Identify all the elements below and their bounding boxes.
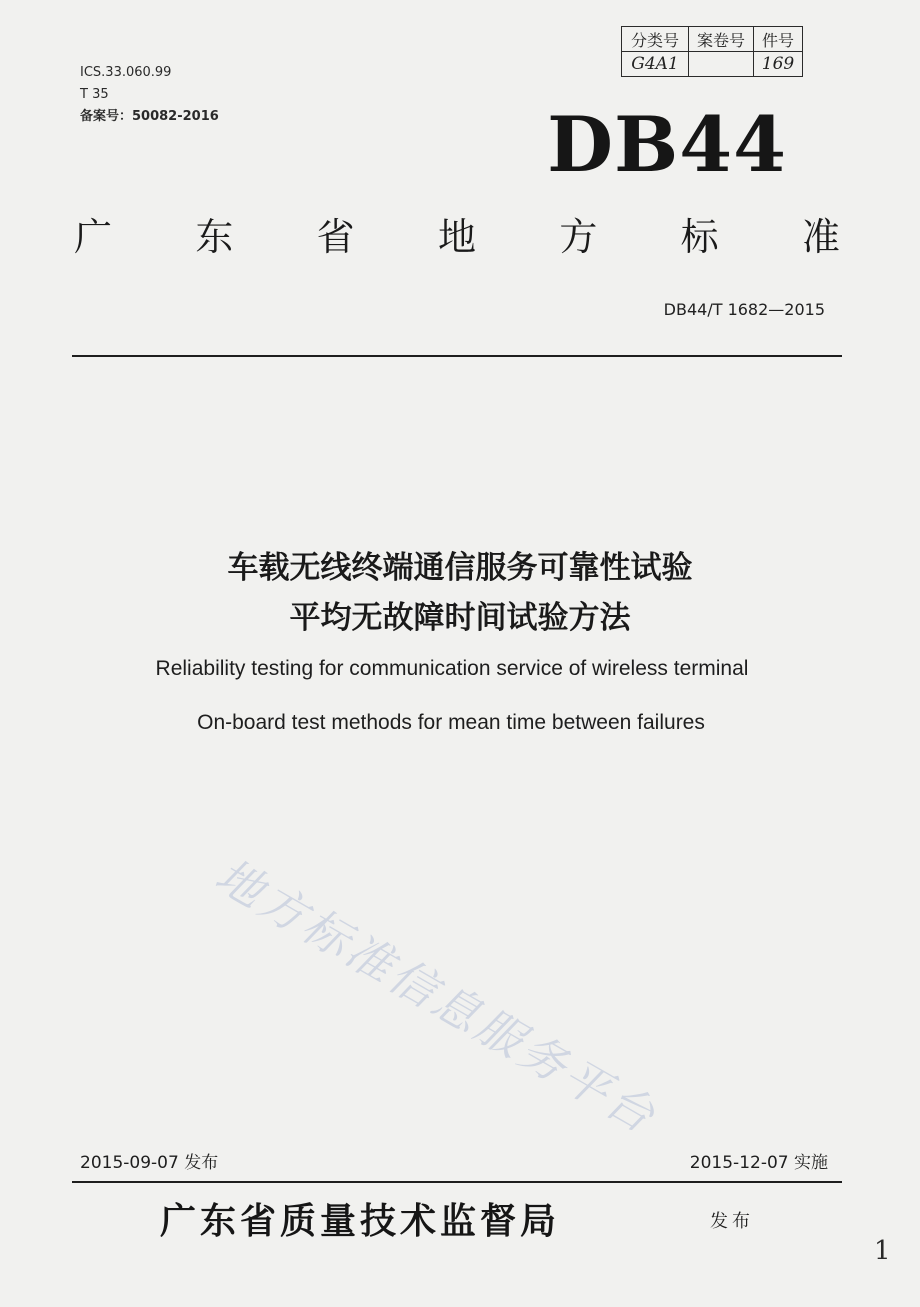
title-cn-line1: 车载无线终端通信服务可靠性试验: [227, 550, 693, 586]
stamp-value-item: 169: [754, 52, 803, 77]
stamp-header-file: 案卷号: [689, 27, 754, 52]
standard-type-char: 准: [801, 215, 840, 259]
standard-type-char: 地: [437, 215, 476, 259]
standard-type-char: 广: [74, 215, 113, 259]
title-en-line1: Reliability testing for communication service of wireless terminal: [155, 657, 749, 680]
standard-type-char: 方: [559, 215, 598, 259]
standard-type-char: 省: [316, 215, 355, 259]
title-en-line2: On-board test methods for mean time between failures: [197, 711, 705, 734]
issue-date: 2015-09-07 发布: [80, 1153, 219, 1173]
stamp-value-row: [622, 52, 803, 77]
implementation-date: 2015-12-07 实施: [689, 1153, 828, 1173]
publisher-name: 广东省质量技术监督局: [160, 1200, 561, 1242]
stamp-value-file: [689, 52, 754, 77]
archive-stamp-table: [621, 26, 803, 77]
page-number: 1: [874, 1236, 891, 1266]
standard-type-char: 东: [195, 215, 234, 259]
stamp-header-row: [622, 27, 803, 52]
watermark-text: 地方标准信息服务平台: [206, 847, 667, 1145]
classification-meta: [80, 62, 219, 128]
standard-type-heading: [74, 206, 840, 261]
db44-logo: DB44: [547, 100, 787, 189]
ics-code: ICS.33.060.99: [80, 65, 172, 80]
standard-code: DB44/T 1682—2015: [663, 300, 825, 319]
publish-label: 发布: [710, 1211, 754, 1232]
stamp-value-class: G4A1: [622, 52, 689, 77]
stamp-header-class: 分类号: [622, 27, 689, 52]
bottom-divider: [72, 1181, 842, 1183]
stamp-header-item: 件号: [754, 27, 803, 52]
title-cn-line2: 平均无故障时间试验方法: [289, 600, 631, 636]
standard-type-char: 标: [680, 215, 719, 259]
top-divider: [72, 355, 842, 357]
ccs-code: T 35: [80, 87, 109, 102]
record-number: 备案号：50082-2016: [80, 109, 219, 124]
